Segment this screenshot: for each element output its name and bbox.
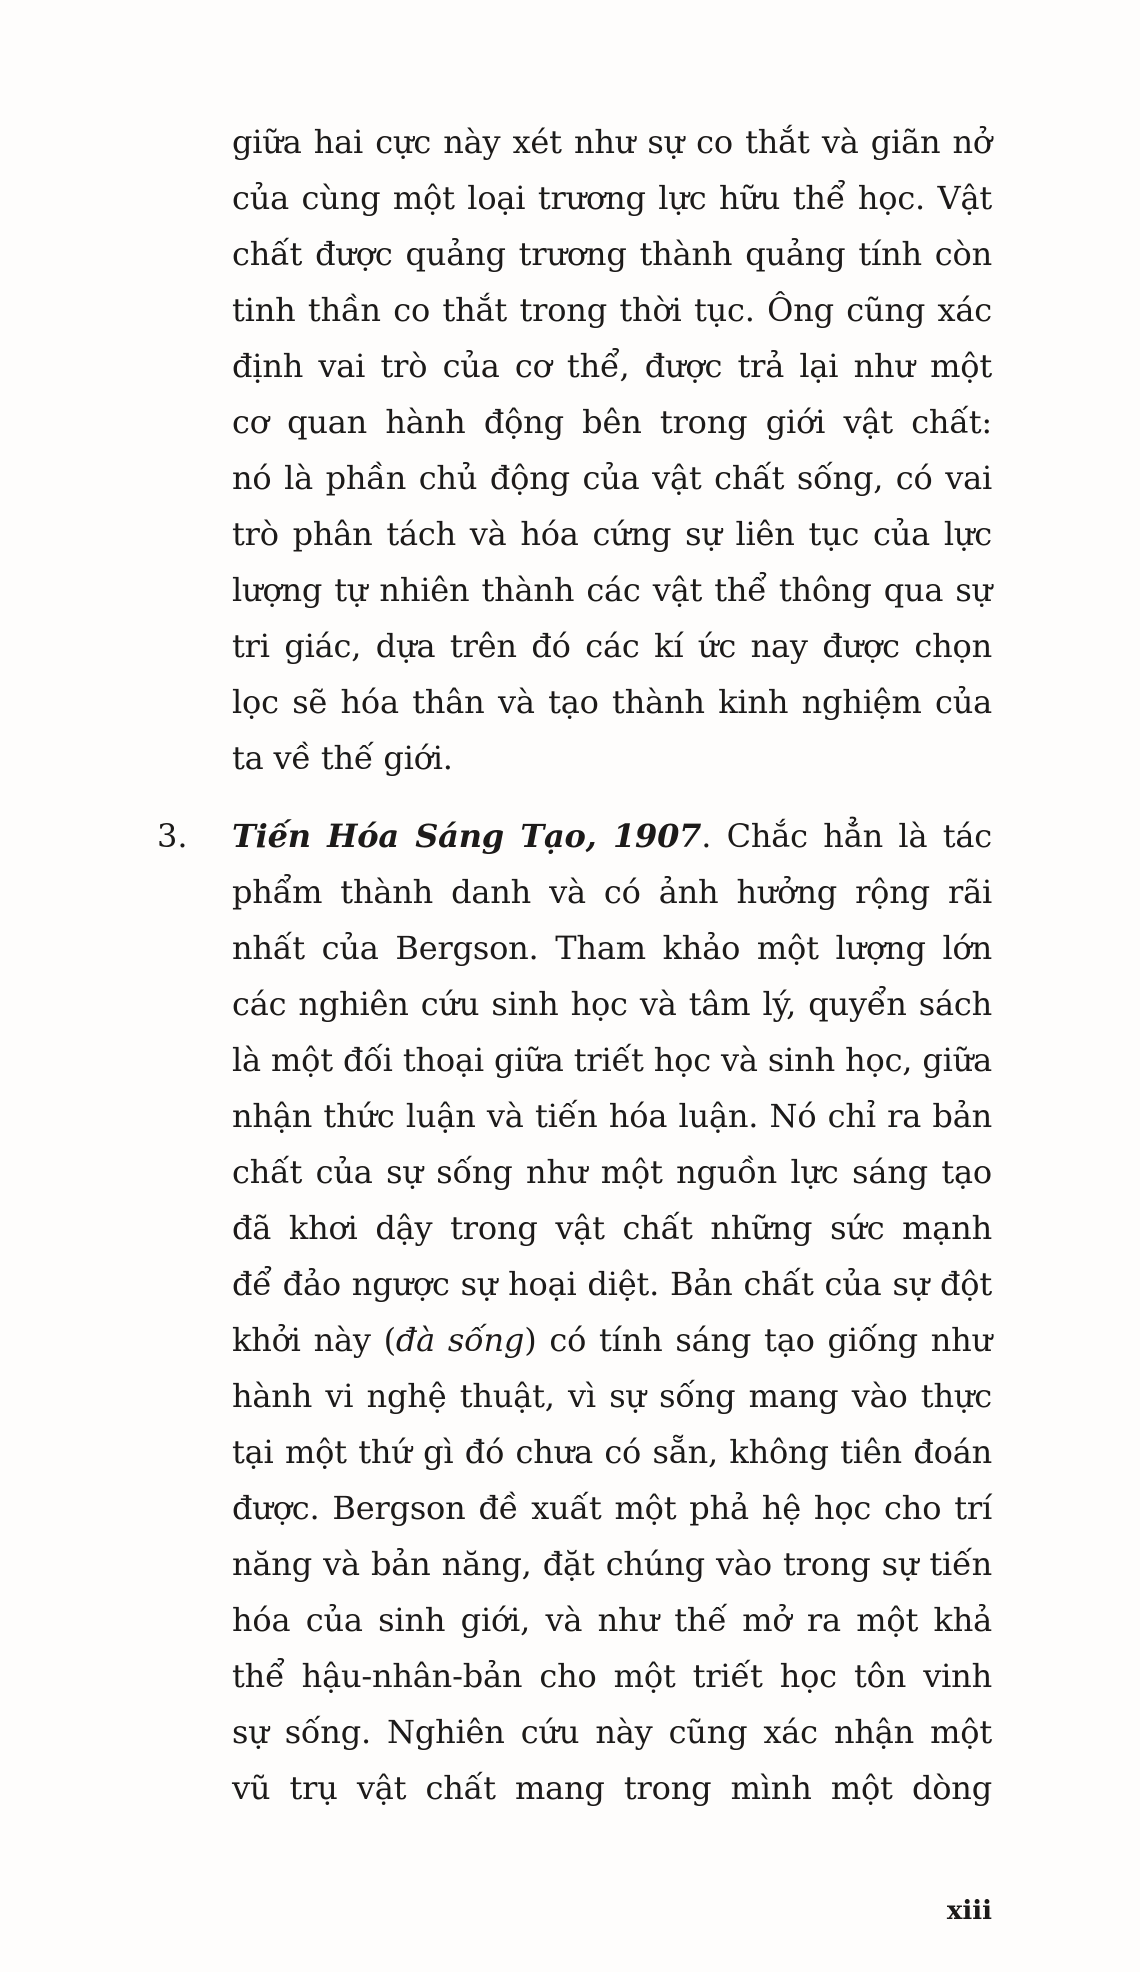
- text-line: chất của sự sống như một nguồn lực sáng tạo: [232, 1153, 992, 1191]
- text-line: [232, 1312, 992, 1368]
- text-span: khởi này (: [232, 1321, 396, 1359]
- italic-term: đà sống: [395, 1321, 525, 1359]
- text-line: là một đối thoại giữa triết học và sinh học, giữa: [232, 1041, 992, 1079]
- text-line: nhận thức luận và tiến hóa luận. Nó chỉ ra bản: [232, 1097, 992, 1135]
- text-line: lượng tự nhiên thành các vật thể thông qua sự: [232, 571, 992, 609]
- text-line: vũ trụ vật chất mang trong mình một dòng: [232, 1769, 992, 1807]
- text-line: phẩm thành danh và có ảnh hưởng rộng rãi: [232, 873, 992, 911]
- text-line: sự sống. Nghiên cứu này cũng xác nhận một: [232, 1713, 992, 1751]
- text-line: tinh thần co thắt trong thời tục. Ông cũng xác: [232, 291, 992, 329]
- text-line: đã khơi dậy trong vật chất những sức mạnh: [232, 1209, 992, 1247]
- text-line: cơ quan hành động bên trong giới vật chất:: [232, 403, 992, 441]
- text-line: tại một thứ gì đó chưa có sẵn, không tiên đoán: [232, 1433, 992, 1471]
- text-line: nhất của Bergson. Tham khảo một lượng lớn: [232, 929, 992, 967]
- text-span: . Chắc hẳn là tác: [701, 817, 992, 855]
- text-line: hóa của sinh giới, và như thế mở ra một khả: [232, 1601, 992, 1639]
- text-line: nó là phần chủ động của vật chất sống, có vai: [232, 459, 992, 497]
- text-line: tri giác, dựa trên đó các kí ức nay được chọn: [232, 627, 992, 665]
- page-number: xiii: [946, 1896, 992, 1926]
- text-line: ta về thế giới.: [232, 739, 453, 777]
- text-line: hành vi nghệ thuật, vì sự sống mang vào thực: [232, 1377, 992, 1415]
- text-line: được. Bergson đề xuất một phả hệ học cho trí: [232, 1489, 992, 1527]
- text-line: các nghiên cứu sinh học và tâm lý, quyển sách: [232, 985, 992, 1023]
- list-item-first-line: [232, 808, 992, 864]
- text-line: của cùng một loại trương lực hữu thể học. Vật: [232, 179, 992, 217]
- text-span: ) có tính sáng tạo giống như: [524, 1321, 992, 1359]
- text-line: chất được quảng trương thành quảng tính còn: [232, 235, 992, 273]
- text-line: trò phân tách và hóa cứng sự liên tục của lực: [232, 515, 992, 553]
- text-line: định vai trò của cơ thể, được trả lại như một: [232, 347, 992, 385]
- book-title: Tiến Hóa Sáng Tạo, 1907: [232, 817, 702, 855]
- list-item-number: 3.: [157, 817, 188, 855]
- text-line: thể hậu-nhân-bản cho một triết học tôn vinh: [232, 1657, 992, 1695]
- text-line: lọc sẽ hóa thân và tạo thành kinh nghiệm của: [232, 683, 992, 721]
- text-line: để đảo ngược sự hoại diệt. Bản chất của sự đột: [232, 1265, 992, 1303]
- text-line: năng và bản năng, đặt chúng vào trong sự tiến: [232, 1545, 992, 1583]
- text-line: giữa hai cực này xét như sự co thắt và giãn nở: [232, 123, 992, 161]
